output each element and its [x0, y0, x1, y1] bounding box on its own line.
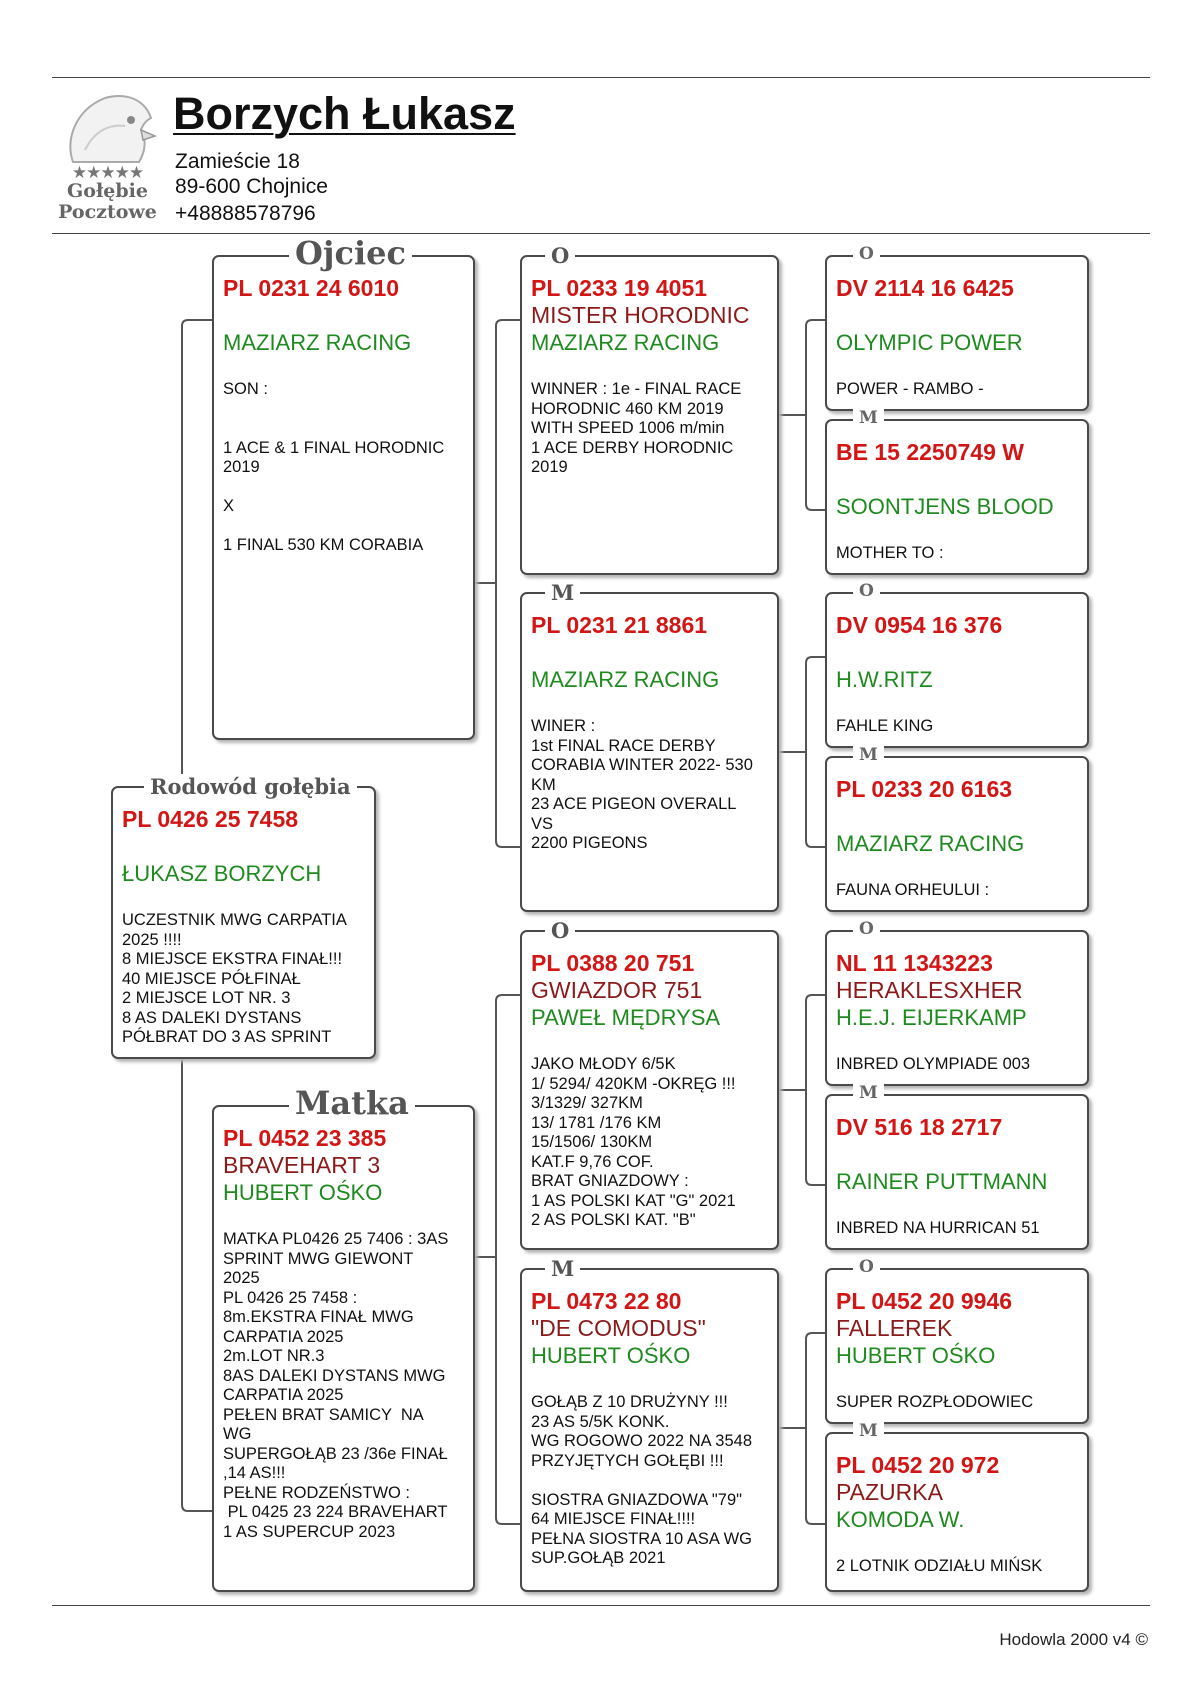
notes: INBRED NA HURRICAN 51: [836, 1219, 1040, 1237]
ring-number: PL 0388 20 751: [531, 950, 695, 976]
owner-phone: +48888578796: [175, 202, 316, 225]
card-label-father: Ojciec: [289, 235, 412, 271]
ring-number: PL 0231 24 6010: [223, 275, 400, 301]
breeder: MAZIARZ RACING: [223, 330, 412, 355]
pigeon-name: MISTER HORODNIC: [531, 302, 750, 328]
ring-number: NL 11 1343223: [836, 950, 993, 976]
ring-number: PL 0452 20 972: [836, 1452, 1000, 1478]
pigeon-card-mm: [520, 1256, 779, 1592]
breeder: KOMODA W.: [836, 1507, 965, 1532]
notes: MATKA PL0426 25 7406 : 3AS SPRINT MWG GIEWONT 2025 PL 0426 25 7458 : 8m.EKSTRA FINAŁ MWG CARPATIA 2025 2m.LOT NR.3 8AS DALEKI DYSTANS MWG CARPATIA 2025 PEŁEN BRAT SAMICY NA WG SUPERGOŁĄB 23 /36e FINAŁ ,14 AS!!! PEŁNE RODZEŃSTWO : PL 0425 23 224 BRAVEHART 1 AS SUPERCUP 2023: [223, 1230, 449, 1541]
rating-stars: ★★★★★: [71, 163, 144, 182]
notes: INBRED OLYMPIADE 003: [836, 1055, 1031, 1073]
card-label-o: O: [853, 244, 880, 264]
pigeon-card-fm: [520, 580, 779, 912]
card-label-o: O: [545, 243, 575, 269]
ring-number: PL 0233 19 4051: [531, 275, 708, 301]
notes: WINNER : 1e - FINAL RACE HORODNIC 460 KM 2019 WITH SPEED 1006 m/min 1 ACE DERBY HORODNIC 2019: [531, 380, 742, 476]
notes: FAHLE KING: [836, 717, 934, 735]
pigeon-card-main: [111, 774, 376, 1059]
pigeon-card-mfm: [825, 1083, 1089, 1250]
breeder: MAZIARZ RACING: [531, 330, 720, 355]
footer-credit: Hodowla 2000 v4 ©: [999, 1630, 1148, 1649]
ring-number: PL 0233 20 6163: [836, 776, 1013, 802]
logo-line-1: Gołębie: [67, 180, 148, 202]
breeder: MAZIARZ RACING: [836, 831, 1025, 856]
ring-number: DV 516 18 2717: [836, 1114, 1003, 1140]
card-label-o: O: [853, 581, 880, 601]
notes: JAKO MŁODY 6/5K 1/ 5294/ 420KM -OKRĘG !!! 3/1329/ 327KM 13/ 1781 /176 KM 15/1506/ 130KM KAT.F 9,76 COF. BRAT GNIAZDOWY : 1 AS POLSKI KAT "G" 2021 2 AS POLSKI KAT. "B": [531, 1055, 736, 1229]
breeder: MAZIARZ RACING: [531, 667, 720, 692]
notes: POWER - RAMBO -: [836, 380, 984, 398]
pigeon-card-mother: [212, 1084, 475, 1592]
card-label-o: O: [853, 919, 880, 939]
card-label-m: M: [853, 1421, 884, 1441]
breeder: H.W.RITZ: [836, 667, 933, 692]
ring-number: DV 0954 16 376: [836, 612, 1003, 638]
ring-number: PL 0231 21 8861: [531, 612, 708, 638]
pigeon-name: PAZURKA: [836, 1479, 943, 1505]
logo-line-2: Pocztowe: [58, 201, 157, 223]
notes: FAUNA ORHEULUI :: [836, 881, 990, 899]
card-label-m: M: [853, 745, 884, 765]
card-label-main: Rodowód gołębia: [144, 774, 357, 800]
breeder: HUBERT OŚKO: [836, 1343, 996, 1368]
breeder: PAWEŁ MĘDRYSA: [531, 1005, 721, 1030]
notes: UCZESTNIK MWG CARPATIA 2025 !!!! 8 MIEJSCE EKSTRA FINAŁ!!! 40 MIEJSCE PÓŁFINAŁ 2 MIEJSCE LOT NR. 3 8 AS DALEKI DYSTANS PÓŁBRAT DO 3 AS SPRINT: [122, 911, 347, 1046]
ring-number: BE 15 2250749 W: [836, 439, 1024, 465]
breeder: ŁUKASZ BORZYCH: [122, 861, 322, 886]
card-label-m: M: [853, 408, 884, 428]
pigeon-card-mmf: [825, 1257, 1089, 1424]
card-label-mother: Matka: [289, 1085, 415, 1121]
pigeon-card-ff: [520, 243, 779, 575]
owner-street: Zamieście 18: [175, 150, 300, 173]
pigeon-name: HERAKLESXHER: [836, 977, 1023, 1003]
pigeon-name: FALLEREK: [836, 1315, 953, 1341]
breeder: SOONTJENS BLOOD: [836, 494, 1054, 519]
card-label-o: O: [853, 1257, 880, 1277]
notes: MOTHER TO :: [836, 544, 944, 562]
breeder: H.E.J. EIJERKAMP: [836, 1005, 1027, 1030]
pigeon-card-mff: [825, 919, 1089, 1086]
pigeon-card-father: [212, 234, 475, 740]
breeder: HUBERT OŚKO: [531, 1343, 691, 1368]
pigeon-card-fmm: [825, 745, 1089, 912]
ring-number: PL 0452 20 9946: [836, 1288, 1013, 1314]
notes: WINER : 1st FINAL RACE DERBY CORABIA WINTER 2022- 530 KM 23 ACE PIGEON OVERALL VS 2200 PIGEONS: [531, 717, 753, 852]
owner-city: 89-600 Chojnice: [175, 175, 328, 198]
notes: SON : 1 ACE & 1 FINAL HORODNIC 2019 X 1 FINAL 530 KM CORABIA: [223, 380, 445, 554]
notes: 2 LOTNIK ODZIAŁU MIŃSK: [836, 1557, 1043, 1575]
pigeon-card-ffm: [825, 408, 1089, 575]
ring-number: PL 0426 25 7458: [122, 806, 299, 832]
breeder: RAINER PUTTMANN: [836, 1169, 1048, 1194]
card-label-o: O: [545, 918, 575, 944]
breeder: OLYMPIC POWER: [836, 330, 1023, 355]
ring-number: PL 0473 22 80: [531, 1288, 682, 1314]
pigeon-card-fmf: [825, 581, 1089, 748]
pigeon-card-fff: [825, 244, 1089, 411]
breeder: HUBERT OŚKO: [223, 1180, 383, 1205]
pigeon-name: BRAVEHART 3: [223, 1152, 381, 1178]
owner-name: Borzych Łukasz: [173, 88, 516, 139]
ring-number: DV 2114 16 6425: [836, 275, 1014, 301]
card-label-m: M: [545, 1256, 580, 1282]
ring-number: PL 0452 23 385: [223, 1125, 387, 1151]
notes: SUPER ROZPŁODOWIEC: [836, 1393, 1034, 1411]
card-label-m: M: [853, 1083, 884, 1103]
pigeon-card-mmm: [825, 1421, 1089, 1592]
notes: GOŁĄB Z 10 DRUŻYNY !!! 23 AS 5/5K KONK. WG ROGOWO 2022 NA 3548 PRZYJĘTYCH GOŁĘBI !!! SIOSTRA GNIAZDOWA "79" 64 MIEJSCE FINAŁ!!!! PEŁNA SIOSTRA 10 ASA WG SUP.GOŁĄB 2021: [531, 1393, 753, 1567]
card-label-m: M: [545, 580, 580, 606]
pigeon-card-mf: [520, 918, 779, 1250]
pigeon-name: GWIAZDOR 751: [531, 977, 703, 1003]
pigeon-name: "DE COMODUS": [531, 1315, 706, 1341]
